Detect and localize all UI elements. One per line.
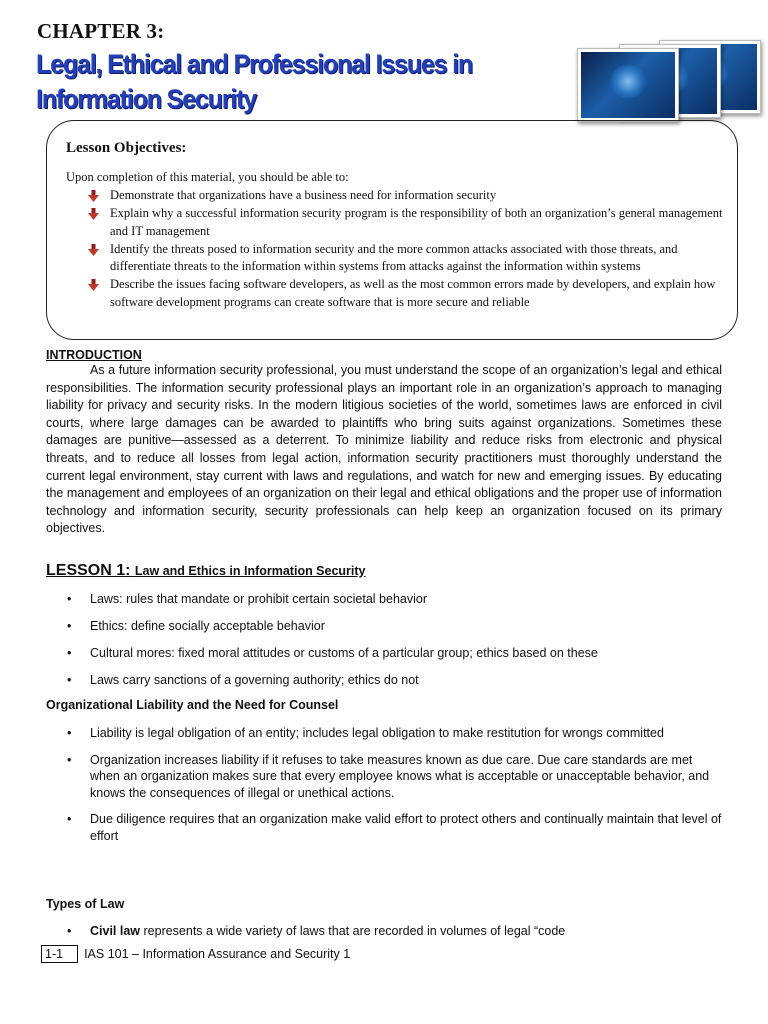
down-arrow-icon bbox=[88, 190, 99, 202]
page-number: 1-1 bbox=[41, 945, 78, 963]
page-footer bbox=[41, 945, 350, 963]
list-item-text: Ethics: define socially acceptable behavior bbox=[90, 619, 325, 633]
down-arrow-icon bbox=[88, 279, 99, 291]
list-item-text: Liability is legal obligation of an entity; includes legal obligation to make restitution for wrongs committed bbox=[90, 726, 664, 740]
objectives-list bbox=[88, 187, 728, 312]
objective-item bbox=[88, 187, 728, 204]
objective-text: Explain why a successful information security program is the responsibility of both an organization’s general management and IT management bbox=[110, 206, 723, 238]
list-item bbox=[67, 811, 722, 844]
course-title: IAS 101 – Information Assurance and Security 1 bbox=[84, 947, 351, 961]
objectives-heading: Lesson Objectives: bbox=[66, 140, 187, 156]
bullet-icon: • bbox=[67, 673, 72, 687]
bullet-icon: • bbox=[67, 592, 72, 606]
down-arrow-icon bbox=[88, 208, 99, 220]
list-item-text: Organization increases liability if it refuses to take measures known as due care. Due care standards are met when an organization makes sure that every employee knows what is acceptable or unacceptable behavior, and knows the consequences of illegal or unethical actions. bbox=[90, 752, 710, 800]
civil-law-term: Civil law bbox=[90, 924, 141, 938]
lesson1-title: Law and Ethics in Information Security bbox=[134, 564, 366, 578]
objective-item bbox=[88, 276, 728, 311]
objective-text: Identify the threats posed to information security and the more common attacks associated with those threats, and differentiate threats to the information within systems from attacks against the information within systems bbox=[110, 241, 678, 274]
objective-text: Demonstrate that organizations have a business need for information security bbox=[110, 188, 497, 202]
down-arrow-icon bbox=[88, 244, 99, 256]
bullet-icon: • bbox=[67, 924, 72, 938]
list-item-text: Cultural mores: fixed moral attitudes or customs of a particular group; ethics based on these bbox=[90, 646, 598, 660]
list-item bbox=[67, 923, 717, 940]
objective-text: Describe the issues facing software developers, as well as the most common errors made by developers, and explain how software development programs can create software that is more secure and reliable bbox=[110, 277, 716, 309]
list-item bbox=[67, 725, 722, 742]
chapter-label: CHAPTER 3: bbox=[37, 19, 165, 43]
introduction-heading: INTRODUCTION bbox=[46, 348, 142, 362]
types-of-law-bullets bbox=[67, 923, 717, 940]
list-item bbox=[67, 752, 722, 802]
bullet-icon: • bbox=[67, 619, 72, 633]
list-item bbox=[67, 645, 717, 662]
types-of-law-heading: Types of Law bbox=[46, 897, 125, 911]
bullet-icon: • bbox=[67, 646, 72, 660]
introduction-text: As a future information security professional, you must understand the scope of an organization’s legal and ethical responsibilities. The information security professional plays an important role in an organization’s approach to managing liability for privacy and security risks. In the modern litigious societies of the world, sometimes laws are enforced in civil courts, where large damages can be awarded to plaintiffs who bring suits against organizations. Sometimes these damages are punitive—assessed as a deterrent. To minimize liability and reduce risks from electronic and physical threats, and to reduce all losses from legal action, information security practitioners must thoroughly understand the current legal environment, stay current with laws and regulations, and watch for new and emerging issues. By educating the management and employees of an organization on their legal and ethical obligations and the proper use of information technology and information security, security professionals can help keep an organization focused on its primary objectives. bbox=[46, 363, 722, 536]
lesson1-bullets bbox=[67, 591, 717, 689]
objective-item bbox=[88, 241, 728, 276]
liability-bullets bbox=[67, 725, 722, 844]
cyber-security-photo-icon bbox=[577, 48, 679, 122]
bullet-icon: • bbox=[67, 812, 72, 826]
lesson1-label: LESSON 1: bbox=[46, 562, 131, 579]
objectives-intro: Upon completion of this material, you should be able to: bbox=[66, 170, 349, 184]
liability-heading: Organizational Liability and the Need for Counsel bbox=[46, 698, 339, 712]
bullet-icon: • bbox=[67, 726, 72, 740]
header-image-stack bbox=[575, 40, 765, 122]
list-item bbox=[67, 591, 717, 608]
list-item-text: Laws carry sanctions of a governing authority; ethics do not bbox=[90, 673, 419, 687]
list-item bbox=[67, 618, 717, 635]
list-item bbox=[67, 672, 717, 689]
list-item-text: Due diligence requires that an organization make valid effort to protect others and continually maintain that level of effort bbox=[90, 812, 722, 843]
civil-law-text: represents a wide variety of laws that are recorded in volumes of legal “code bbox=[140, 924, 566, 938]
chapter-title: Legal, Ethical and Professional Issues in Information Security bbox=[36, 49, 473, 114]
objective-item bbox=[88, 205, 728, 240]
list-item-text: Laws: rules that mandate or prohibit certain societal behavior bbox=[90, 592, 427, 606]
bullet-icon: • bbox=[67, 752, 72, 767]
lesson1-heading bbox=[46, 562, 366, 580]
